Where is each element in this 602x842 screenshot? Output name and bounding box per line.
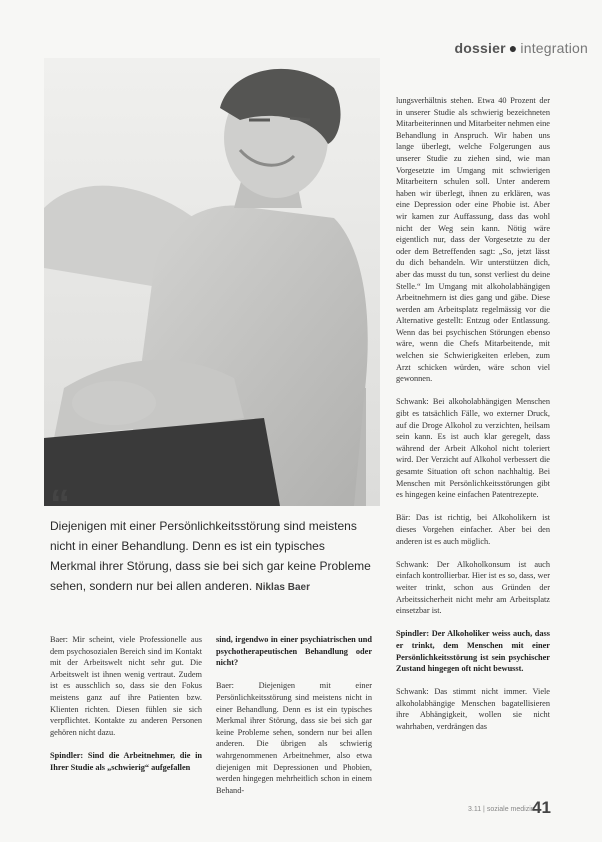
article-column-right [396, 95, 550, 733]
quote-mark-icon: “ [50, 482, 70, 526]
pull-quote [50, 516, 372, 598]
pull-quote-text: Diejenigen mit einer Persönlichkeitsstörung sind meistens nicht in einer Behandlung. Denn es ist ein typisches Merkmal ihrer Störung, dass sie bei sich gar keine Probleme sehen, sondern nur bei allen anderen. [50, 519, 371, 593]
paragraph [50, 750, 202, 773]
pull-quote-author: Niklas Baer [255, 582, 310, 593]
speaker-lead: Bär: [396, 513, 411, 523]
section-label: dossier [454, 40, 506, 56]
paragraph: Schwank: Das stimmt nicht immer. Viele alkoholabhängige Menschen bagatellisieren ihre Abhängigkeit, wollen sie nicht wahrhaben, verdrängen das [396, 687, 550, 732]
speaker-lead: Spindler: Sind die Arbeitnehmer, die in Ihrer Studie als „schwierig“ aufgefallen [50, 750, 202, 772]
paragraph: Schwank: Bei alkoholabhängigen Menschen gibt es tatsächlich Fälle, wo externer Druck, auf die Droge Alkohol zu verzichten, heilsam sein kann. Es ist auch klar geregelt, dass während der Arbeit Alkohol nicht toleriert wird. Der Verzicht auf Alkohol verbessert die gesamte Situation oft schon nachhaltig. Bei Menschen mit Persönlichkeitsstörungen gibt es hingegen keine einfachen Patentrezepte. [396, 397, 550, 500]
topic-label: integration [520, 40, 588, 56]
article-column-left [50, 634, 202, 773]
paragraph: Baer: Diejenigen mit einer Persönlichkeitsstörung sind meistens nicht in einer Behandlung. Denn es ist ein typisches Merkmal ihrer Störung, dass sie bei sich gar keine Probleme sehen, sondern nur bei allen anderen. Die übrigen als schwierig wahrgenommenen Arbeitnehmer, also etwa diejenigen mit Depressionen und Phobien, werden hingegen mehrheitlich schon in einem Behand- [216, 681, 372, 795]
paragraph [396, 628, 550, 674]
paragraph [216, 634, 372, 669]
portrait-photo [44, 58, 380, 506]
paragraph: Bär: Das ist richtig, bei Alkoholikern ist dieses Vorgehen einfacher. Aber bei den anderen ist es auch möglich. [396, 513, 550, 546]
question-lead: Spindler: Der Alkoholiker weiss auch, dass er trinkt, dem Menschen mit einer Persönlichkeitsstörung ist sein psychischer Zustand hingegen oft nicht bewusst. [396, 629, 550, 674]
speaker-lead: Schwank: [396, 559, 429, 569]
paragraph: Schwank: Der Alkoholkonsum ist auch einfach kontrollierbar. Hier ist es so, dass, wer weiter trinkt, schon aus Gründen der Arbeitssicherheit nicht mehr am Arbeitsplatz einsetzbar ist. [396, 559, 550, 616]
paragraph: lungsverhältnis stehen. Etwa 40 Prozent der in unserer Studie als schwierig bezeichneten Mitarbeiterinnen und Mitarbeiter nehmen eine Behandlung in Anspruch. Wir haben uns lange überlegt, welche Folgerungen aus unserer Studie zu ziehen sind, wie man Vorgesetzte im Umgang mit schwierigen Mitarbeitern schulen soll. Unter anderem haben wir überlegt, ihnen zu erklären, was eine Depression oder eine Phobie ist. Aber wir kamen zur Auffassung, dass das wohl nicht der Weg sein kann. Nötig wäre eigentlich nur, dass der Vorgesetzte zu der oder dem Betreffenden sagt: „So, jetzt lässt du dich behandeln. Wir unterstützen dich, aber das musst du tun, sonst verliest du deine Stelle.“ Im Umgang mit alkoholabhängigen Arbeitnehmern ist dies gang und gäbe. Diese werden am Arbeitsplatz regelmässig vor die Alternative gestellt: Entzug oder Entlassung. Wenn das bei psychischen Störungen ebenso wäre, wenn die Chefs Mitarbeitende, mit welchen sie Schwierigkeiten erleben, zum Arzt schicken würden, wäre schon viel gewonnen. [396, 96, 550, 384]
question-lead: sind, irgendwo in einer psychiatrischen und psychotherapeutischen Behandlung oder nicht? [216, 635, 372, 668]
paragraph: Baer: Mir scheint, viele Professionelle aus dem psychosozialen Bereich sind im Kontakt mit der Arbeitswelt nicht sehr gut. Die Arbeitswelt ist ihnen wenig vertraut. Zudem ist es ausschlich so, dass sie den Fokus meistens ganz auf ihre Patienten bzw. Klienten richten. Diesen fühlen sie sich verpflichtet. Kontakte zu anderen Personen gehören nicht dazu. [50, 635, 202, 737]
issue-label: 3.11 | soziale medizin [468, 806, 535, 813]
speaker-lead: Schwank: [396, 687, 429, 697]
speaker-lead: Schwank: [396, 397, 429, 407]
page-number: 41 [532, 798, 551, 817]
article-column-middle [216, 634, 372, 796]
bullet-icon: ● [508, 40, 518, 56]
section-header [455, 40, 588, 56]
